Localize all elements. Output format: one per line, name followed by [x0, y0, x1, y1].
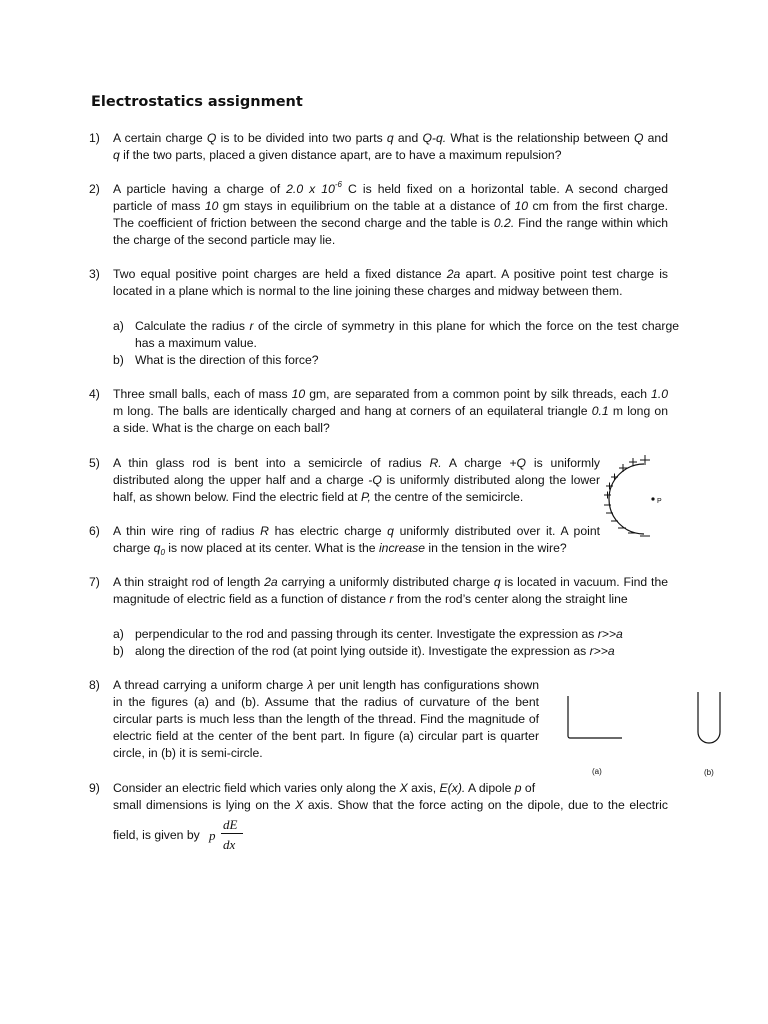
thread-figures [560, 690, 730, 780]
figure-a-label: (a) [592, 767, 602, 776]
question-text: A particle having a charge of 2.0 x $10^{-6}$ C is held fixed on a horizontal table. A second charged particle of mass 10 gm stays in equilibrium on the table at a distance of 10 cm from the first charge. The coefficient of friction between the second charge and the table is 0.2. Find the range within which the charge of the second particle may lie. [113, 180, 668, 247]
question-number: 7) [89, 575, 100, 589]
semicircle-figure [596, 450, 676, 540]
question-number: 4) [89, 387, 100, 401]
question-text: A thin wire ring of radius R has electric charge q uniformly distributed over it. A point charge $q_0$ is now placed at its center. What is the increase in the tension in the wire? [113, 524, 600, 557]
plus-charges [604, 455, 650, 499]
question-number: 9) [89, 781, 100, 795]
question-text: A thin straight rod of length 2a carrying a uniformly distributed charge q is located in vacuum. Find the magnitude of electric field as a function of distance r from the rod’s center along the straight line [113, 575, 668, 606]
question-text: Three small balls, each of mass 10 gm, are separated from a common point by silk threads, each 1.0 m long. The balls are identically charged and hang at corners of an equilateral triangle 0.1 m long on a side. What is the charge on each ball? [113, 387, 668, 435]
question-text: A certain charge Q is to be divided into two parts q and Q-q. What is the relationship between Q and q if the two parts, placed a given distance apart, are to have a maximum repulsion? [113, 131, 668, 162]
question-text: Consider an electric field which varies only along the X axis, E(x). A dipole p of small dimensions is lying on the X axis. Show that the force acting on the dipole, due to the electric field, is given by [113, 781, 668, 842]
point-p [651, 497, 654, 500]
question-number: 5) [89, 456, 100, 470]
point-p-label: P [657, 498, 662, 505]
question-number: 1) [89, 131, 100, 145]
figure-b-thread [698, 692, 720, 743]
formula-dipole: p [209, 828, 216, 843]
question-number: 3) [89, 267, 100, 281]
question-number: 2) [89, 182, 100, 196]
question-text: Two equal positive point charges are held a fixed distance 2a apart. A positive point test charge is located in a plane which is normal to the line joining these charges and midway between them. [113, 267, 668, 298]
figure-a-thread [568, 696, 622, 738]
formula-numerator: dE [223, 817, 238, 832]
question-number: 6) [89, 524, 100, 538]
question-number: 8) [89, 678, 100, 692]
page-title: Electrostatics assignment [91, 94, 303, 110]
question-text: A thin glass rod is bent into a semicircle of radius R. A charge +Q is uniformly distributed along the upper half and a charge -Q is uniformly distributed along the lower half, as shown below. Find the electric field at P, the centre of the semicircle. [113, 456, 600, 504]
formula-denominator: dx [223, 837, 236, 852]
figure-b-label: (b) [704, 768, 714, 777]
question-text: A thread carrying a uniform charge λ per unit length has configurations shown in the figures (a) and (b). Assume that the radius of curvature of the bent circular parts is much less than the length of the thread. Find the magnitude of electric field at the center of the bent part. In figure (a) circular part is quarter circle, in (b) it is semi-circle. [113, 678, 539, 760]
fraction-bar [221, 833, 243, 834]
